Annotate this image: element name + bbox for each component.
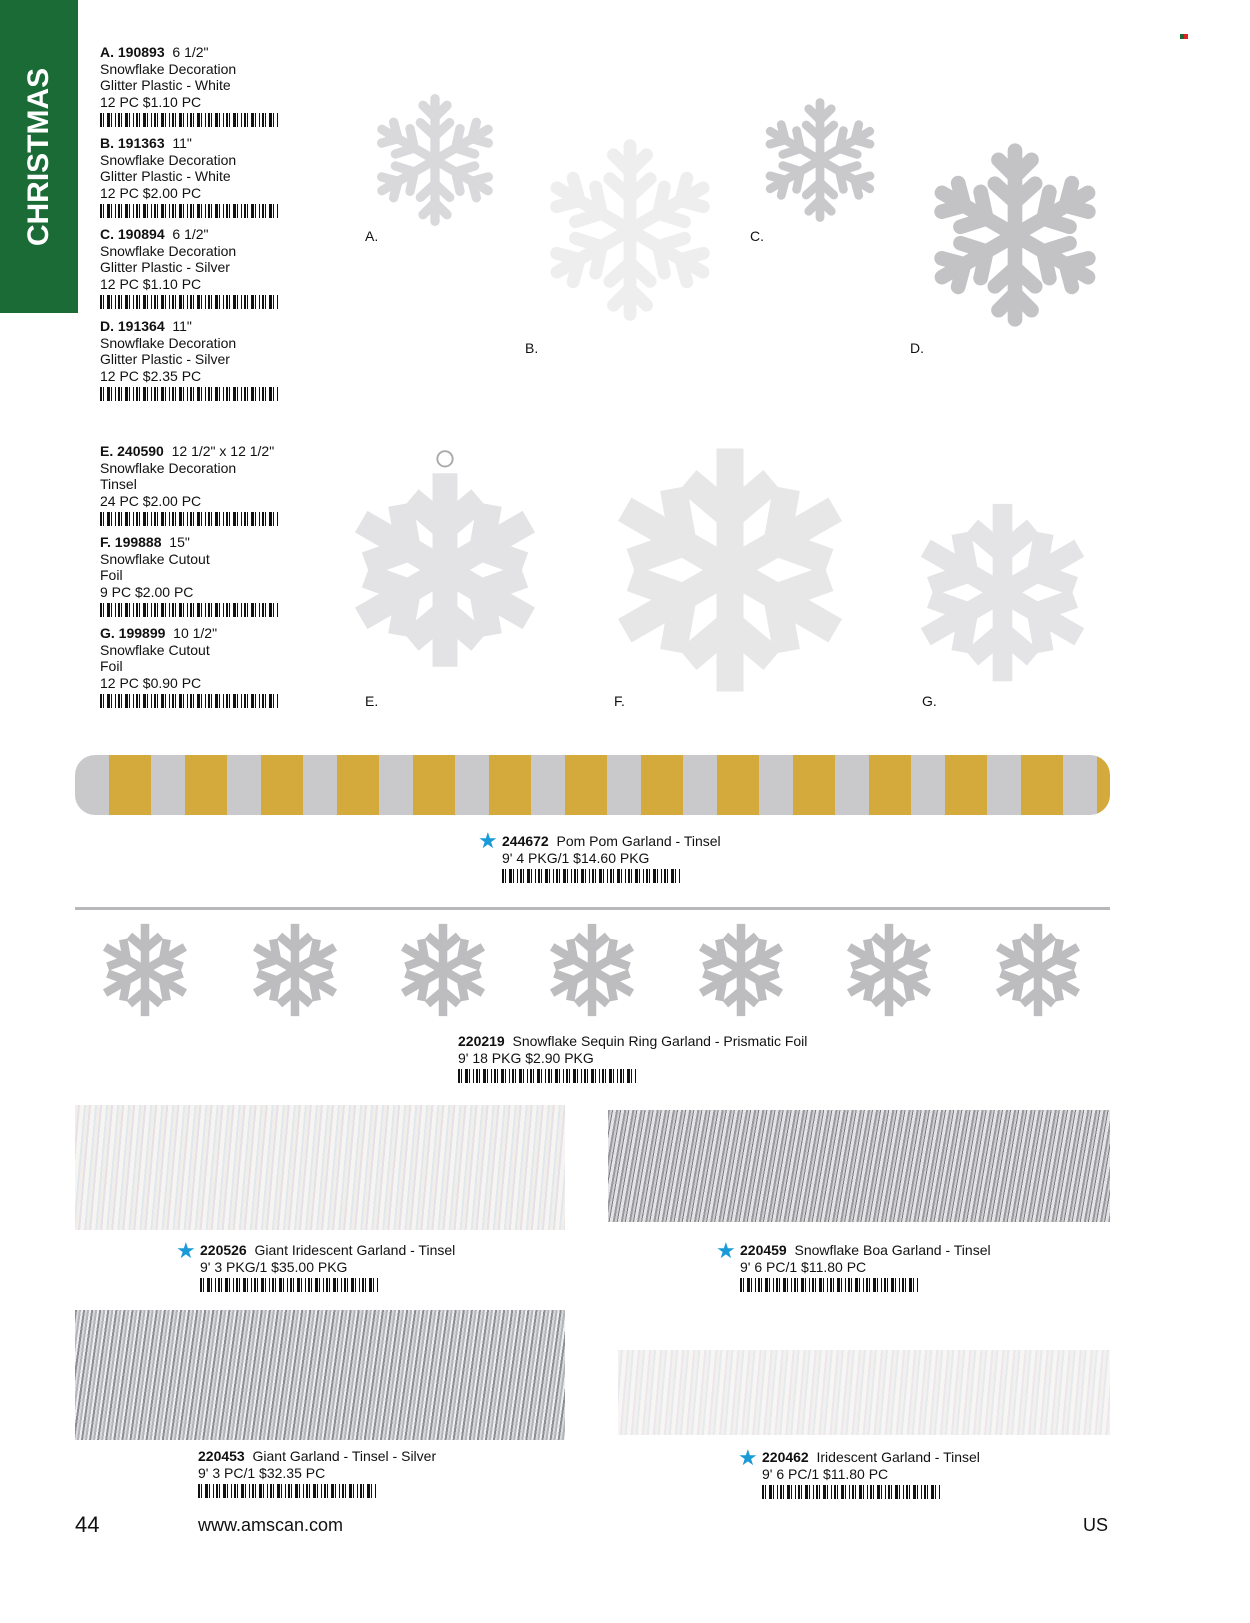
product-name: Snowflake Decoration xyxy=(100,151,237,168)
product-price: 9' 3 PC/1 $32.35 PC xyxy=(198,1464,326,1481)
label-a: A. xyxy=(365,228,379,244)
product-f xyxy=(100,534,280,617)
product-size: 11" xyxy=(172,318,192,334)
barcode xyxy=(100,113,280,127)
product-price: 9 PC $2.00 PC xyxy=(100,583,194,600)
flag-icon xyxy=(1180,34,1188,39)
product-g xyxy=(100,625,280,708)
star-icon: ★ xyxy=(738,1445,758,1470)
product-code: 220526 xyxy=(200,1242,247,1258)
barcode xyxy=(100,387,280,401)
product-price: 12 PC $2.35 PC xyxy=(100,367,202,384)
product-price: 12 PC $1.10 PC xyxy=(100,93,202,110)
product-name: Snowflake Decoration xyxy=(100,459,237,476)
barcode xyxy=(198,1484,378,1498)
product-code: G. 199899 xyxy=(100,625,166,641)
product-material: Foil xyxy=(100,567,123,583)
barcode xyxy=(200,1278,380,1292)
product-price: 9' 4 PKG/1 $14.60 PKG xyxy=(502,849,650,866)
section-tab xyxy=(0,0,78,313)
product-name: Snowflake Decoration xyxy=(100,334,237,351)
product-code: D. 191364 xyxy=(100,318,165,334)
pompom-garland-image xyxy=(75,755,1110,815)
product-code: B. 191363 xyxy=(100,135,165,151)
product-price: 9' 6 PC/1 $11.80 PC xyxy=(740,1258,867,1275)
region-label: US xyxy=(1083,1515,1109,1535)
snowflake-image-e xyxy=(330,440,560,700)
snowflake-image-a xyxy=(355,80,515,240)
product-code: 220219 xyxy=(458,1033,505,1049)
product-material: Glitter Plastic - Silver xyxy=(100,351,230,367)
product-name: Snowflake Boa Garland - Tinsel xyxy=(794,1242,991,1258)
product-name: Snowflake Decoration xyxy=(100,242,237,259)
barcode xyxy=(100,204,280,218)
iridescent-garland-image xyxy=(618,1350,1110,1435)
product-code: A. 190893 xyxy=(100,44,165,60)
barcode xyxy=(458,1069,638,1083)
product-name: Snowflake Decoration xyxy=(100,60,237,77)
product-b xyxy=(100,135,280,218)
product-material: Glitter Plastic - Silver xyxy=(100,259,230,275)
product-price: 24 PC $2.00 PC xyxy=(100,492,202,509)
page-number: 44 xyxy=(75,1512,100,1537)
product-name: Giant Garland - Tinsel - Silver xyxy=(252,1448,437,1464)
label-c: C. xyxy=(750,228,764,244)
product-price: 9' 6 PC/1 $11.80 PC xyxy=(762,1465,889,1482)
product-code: 220459 xyxy=(740,1242,787,1258)
product-code: C. 190894 xyxy=(100,226,165,242)
snowflake-image-g xyxy=(895,485,1110,700)
label-g: G. xyxy=(922,693,937,709)
star-icon: ★ xyxy=(716,1238,736,1263)
product-size: 6 1/2" xyxy=(172,44,209,60)
product-material: Foil xyxy=(100,658,123,674)
snowflake-image-b xyxy=(520,120,740,340)
barcode xyxy=(100,603,280,617)
product-name: Snowflake Cutout xyxy=(100,550,210,567)
product-sequin xyxy=(458,1033,807,1083)
product-name: Snowflake Cutout xyxy=(100,641,210,658)
product-price: 12 PC $1.10 PC xyxy=(100,275,202,292)
product-name: Giant Iridescent Garland - Tinsel xyxy=(254,1242,456,1258)
product-iridescent xyxy=(762,1449,980,1499)
product-price: 9' 18 PKG $2.90 PKG xyxy=(458,1049,594,1066)
product-code: E. 240590 xyxy=(100,443,164,459)
product-e xyxy=(100,443,280,526)
product-giant-silver xyxy=(198,1448,436,1498)
product-size: 12 1/2" x 12 1/2" xyxy=(171,443,275,459)
barcode xyxy=(100,694,280,708)
star-icon: ★ xyxy=(478,828,498,853)
label-f: F. xyxy=(614,693,625,709)
product-name: Pom Pom Garland - Tinsel xyxy=(556,833,721,849)
product-material: Glitter Plastic - White xyxy=(100,168,231,184)
product-size: 6 1/2" xyxy=(172,226,209,242)
barcode xyxy=(740,1278,920,1292)
product-size: 10 1/2" xyxy=(173,625,218,641)
product-boa xyxy=(740,1242,991,1292)
product-code: F. 199888 xyxy=(100,534,162,550)
label-d: D. xyxy=(910,340,924,356)
product-a xyxy=(100,44,280,127)
product-name: Iridescent Garland - Tinsel xyxy=(816,1449,980,1465)
product-size: 11" xyxy=(172,135,192,151)
product-material: Glitter Plastic - White xyxy=(100,77,231,93)
iridescent-giant-garland-image xyxy=(75,1105,565,1230)
product-pompom xyxy=(502,833,721,883)
sequin-garland-image xyxy=(75,910,1110,1030)
website-url[interactable]: www.amscan.com xyxy=(198,1515,344,1535)
product-c xyxy=(100,226,280,309)
product-code: 220453 xyxy=(198,1448,245,1464)
product-iridescent-giant xyxy=(200,1242,455,1292)
snowflake-image-c xyxy=(745,80,895,240)
product-name: Snowflake Sequin Ring Garland - Prismatic Foil xyxy=(512,1033,808,1049)
giant-silver-garland-image xyxy=(75,1310,565,1440)
product-material: Tinsel xyxy=(100,476,137,492)
label-b: B. xyxy=(525,340,539,356)
product-price: 9' 3 PKG/1 $35.00 PKG xyxy=(200,1258,348,1275)
product-code: 220462 xyxy=(762,1449,809,1465)
product-price: 12 PC $0.90 PC xyxy=(100,674,202,691)
snowflake-image-d xyxy=(905,120,1125,350)
star-icon: ★ xyxy=(176,1238,196,1263)
snowflake-boa-garland-image xyxy=(608,1110,1110,1222)
barcode xyxy=(762,1485,942,1499)
barcode xyxy=(100,295,280,309)
barcode xyxy=(502,869,682,883)
snowflake-image-f xyxy=(580,435,880,705)
product-size: 15" xyxy=(169,534,190,550)
product-d xyxy=(100,318,280,401)
section-tab-label: CHRISTMAS xyxy=(22,67,55,247)
product-code: 244672 xyxy=(502,833,549,849)
label-e: E. xyxy=(365,693,379,709)
product-price: 12 PC $2.00 PC xyxy=(100,184,202,201)
barcode xyxy=(100,512,280,526)
